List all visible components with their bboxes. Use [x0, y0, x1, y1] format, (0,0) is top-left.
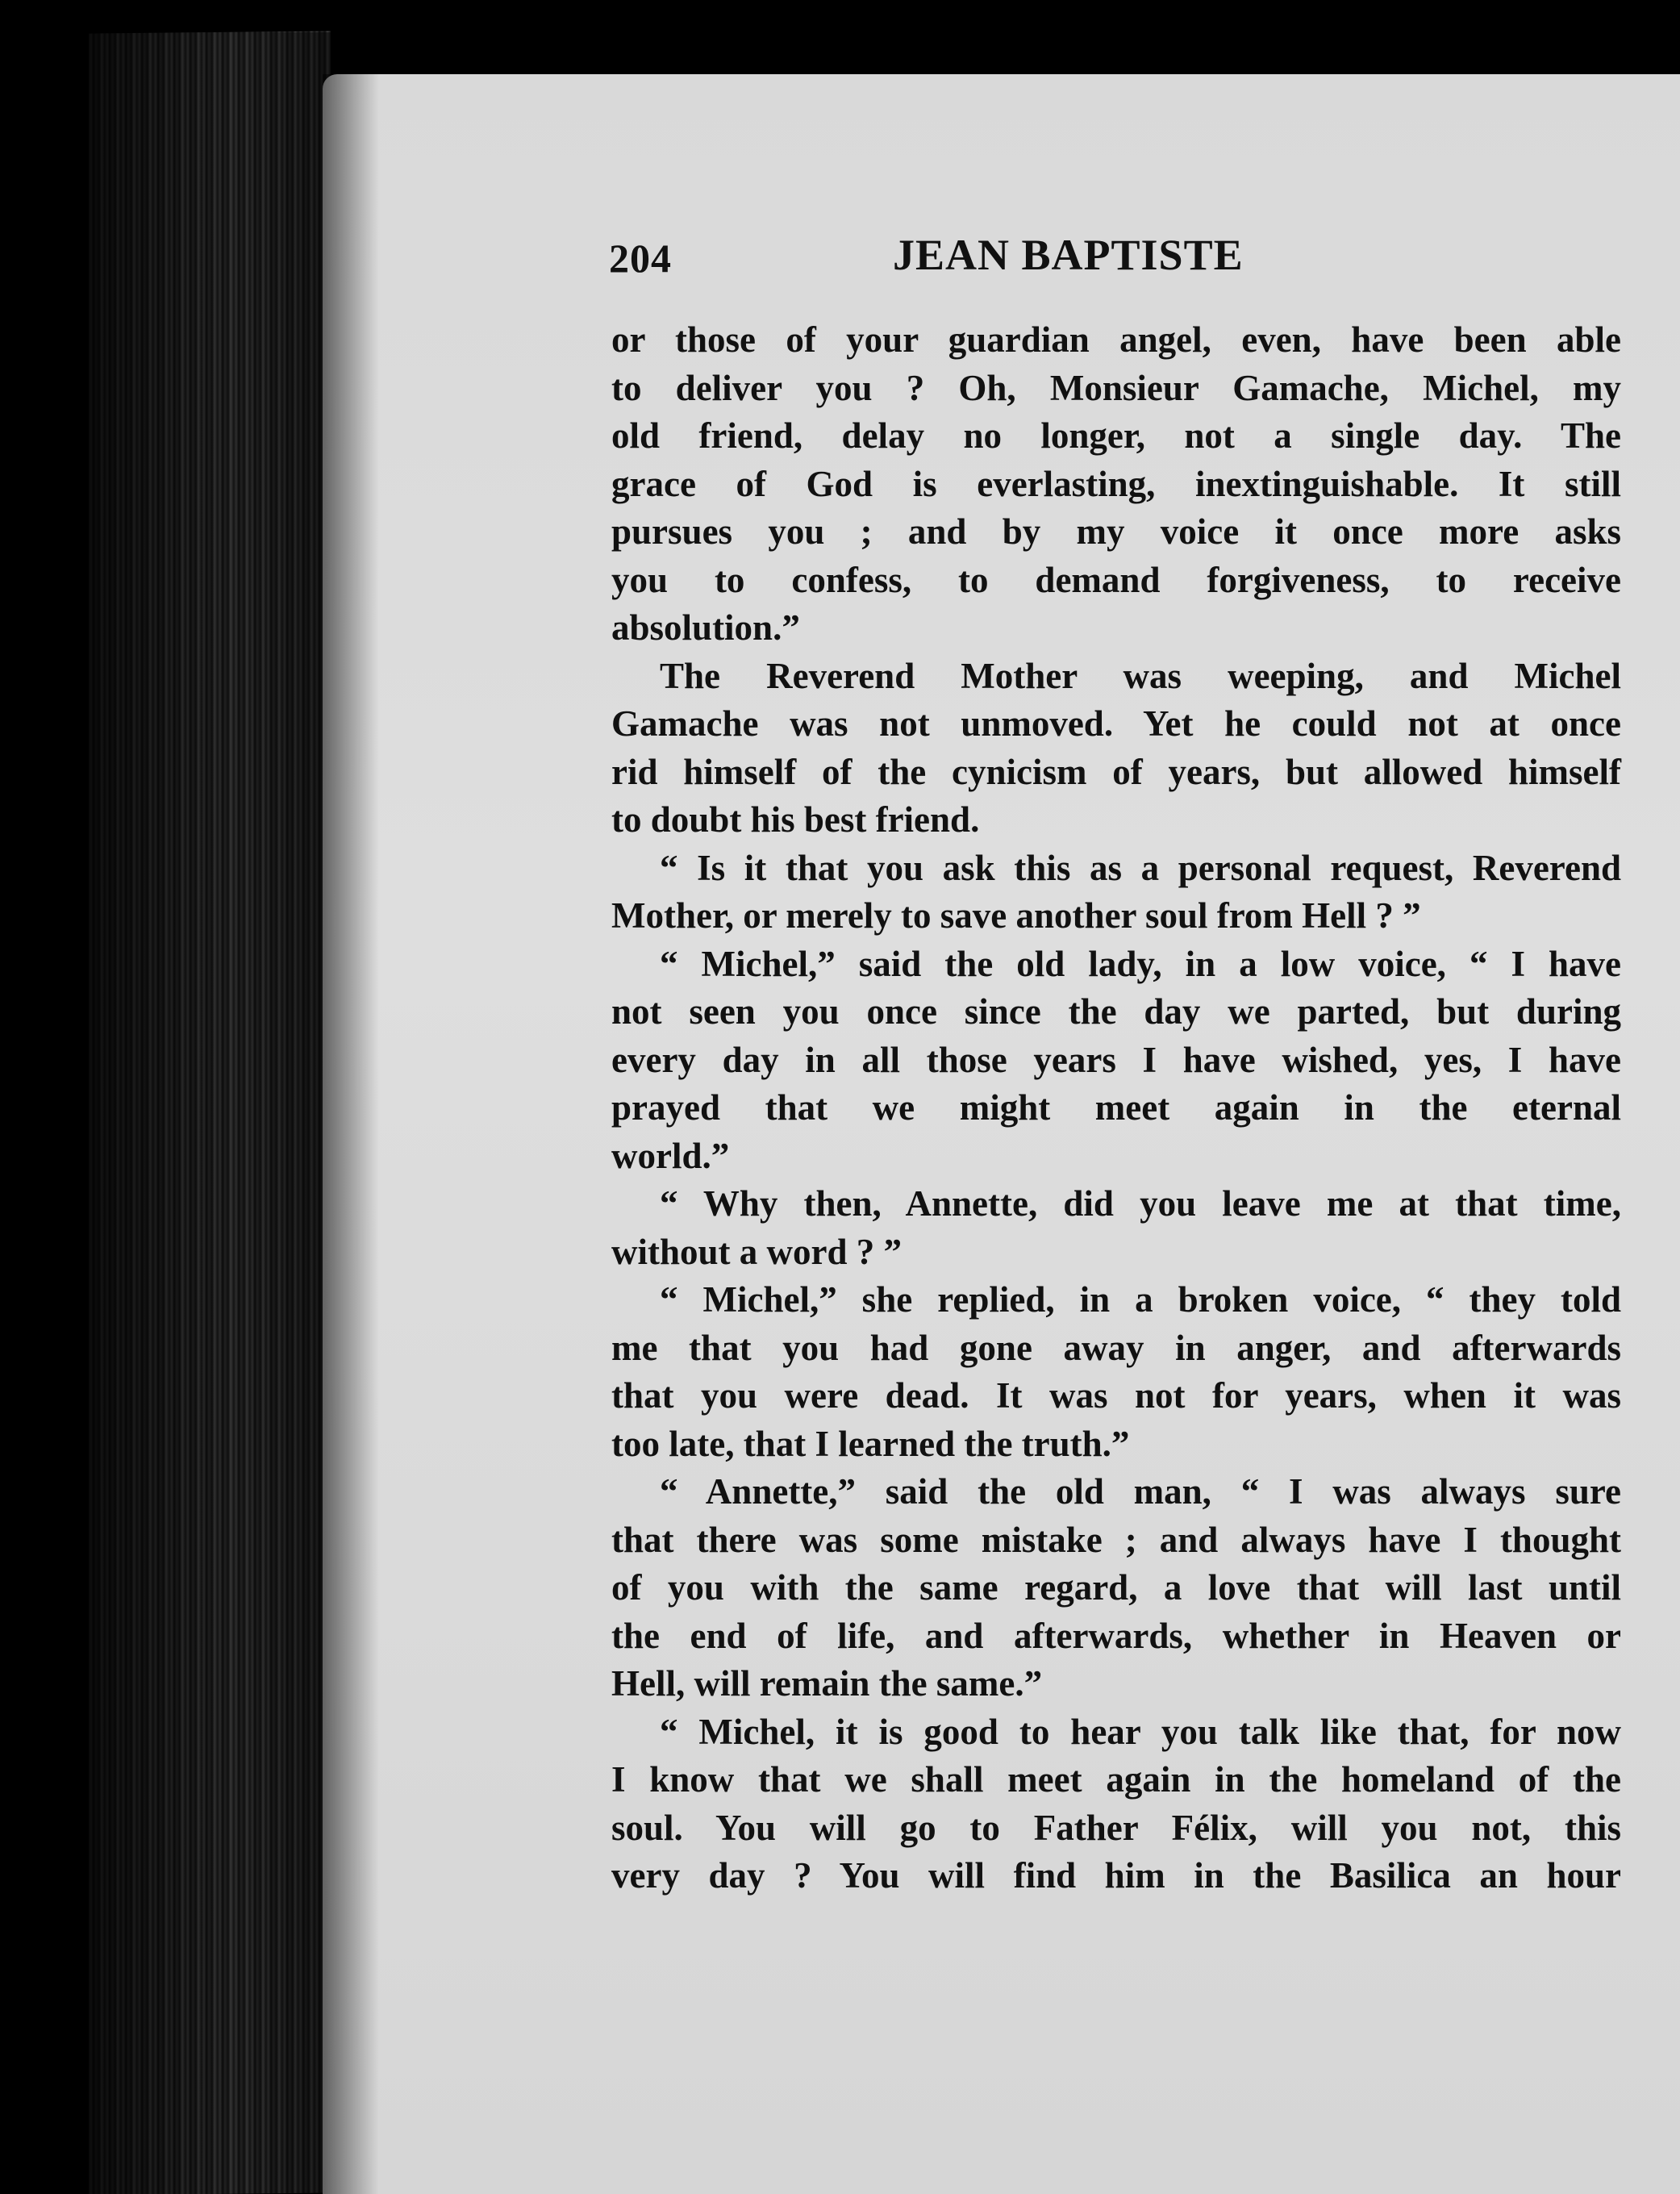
- text-line: soul. You will go to Father Félix, will you not, this: [611, 1807, 1621, 1848]
- text-line: pursues you ; and by my voice it once more asks: [611, 511, 1621, 552]
- text-line: I know that we shall meet again in the homeland of the: [611, 1759, 1621, 1800]
- text-line: absolution.”: [611, 607, 800, 648]
- text-line: rid himself of the cynicism of years, but allowed himself: [611, 751, 1621, 792]
- text-line: grace of God is everlasting, inextinguishable. It still: [611, 463, 1621, 504]
- text-line: that there was some mistake ; and always have I thought: [611, 1519, 1621, 1560]
- text-line: The Reverend Mother was weeping, and Michel: [660, 655, 1621, 696]
- text-line: of you with the same regard, a love that will last until: [611, 1567, 1621, 1608]
- text-line: or those of your guardian angel, even, have been able: [611, 319, 1621, 360]
- text-line: “ Michel,” said the old lady, in a low voice, “ I have: [660, 943, 1621, 984]
- text-line: very day ? You will find him in the Basilica an hour: [611, 1855, 1621, 1896]
- text-line: “ Michel, it is good to hear you talk like that, for now: [660, 1711, 1621, 1752]
- text-line: without a word ? ”: [611, 1231, 903, 1272]
- page-edges-shadow: [89, 32, 331, 2194]
- text-line: “ Michel,” she replied, in a broken voice, “ they told: [660, 1279, 1621, 1320]
- text-line: Hell, will remain the same.”: [611, 1663, 1043, 1704]
- gutter-shadow: [323, 74, 379, 2194]
- text-line: to doubt his best friend.: [611, 799, 980, 840]
- text-line: every day in all those years I have wished, yes, I have: [611, 1039, 1621, 1080]
- text-line: me that you had gone away in anger, and afterwards: [611, 1327, 1621, 1368]
- text-line: “ Why then, Annette, did you leave me at that time,: [660, 1183, 1621, 1224]
- text-line: too late, that I learned the truth.”: [611, 1423, 1130, 1464]
- text-line: the end of life, and afterwards, whether in Heaven or: [611, 1615, 1621, 1656]
- text-line: to deliver you ? Oh, Monsieur Gamache, Michel, my: [611, 367, 1621, 408]
- body-text: [611, 316, 1621, 1900]
- text-line: prayed that we might meet again in the eternal: [611, 1087, 1621, 1128]
- text-line: not seen you once since the day we parted, but during: [611, 991, 1621, 1032]
- page-number: 204: [609, 236, 672, 281]
- text-line: world.”: [611, 1135, 730, 1176]
- text-line: Mother, or merely to save another soul from Hell ? ”: [611, 895, 1421, 936]
- text-line: Gamache was not unmoved. Yet he could not at once: [611, 703, 1621, 744]
- running-title: JEAN BAPTISTE: [893, 231, 1244, 279]
- text-line: “ Is it that you ask this as a personal request, Reverend: [660, 847, 1621, 888]
- text-line: you to confess, to demand forgiveness, to receive: [611, 559, 1621, 600]
- text-line: “ Annette,” said the old man, “ I was always sure: [660, 1471, 1621, 1512]
- running-header: [609, 230, 1621, 286]
- text-line: old friend, delay no longer, not a single day. The: [611, 415, 1621, 456]
- text-line: that you were dead. It was not for years, when it was: [611, 1375, 1621, 1416]
